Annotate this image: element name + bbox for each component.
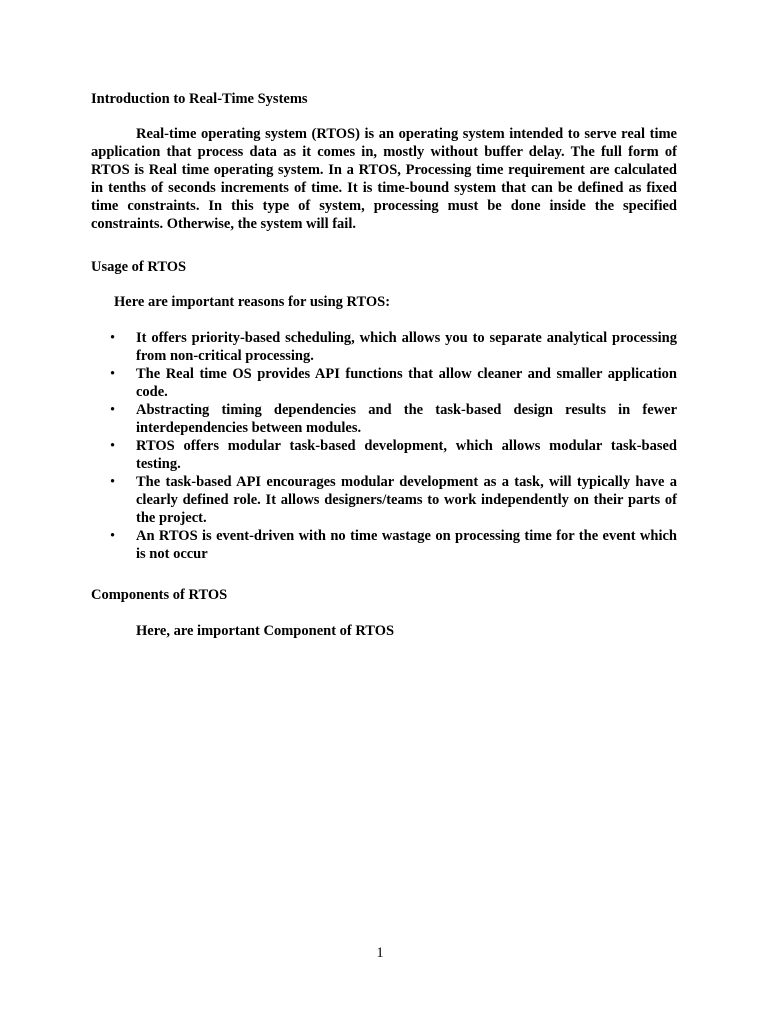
list-item [91, 365, 677, 401]
list-item [91, 473, 677, 527]
page-number: 1 [376, 945, 384, 961]
intro-heading: Introduction to Real-Time Systems [91, 91, 308, 107]
bullet-icon: • [110, 438, 116, 454]
usage-lead-text: Here are important reasons for using RTOS: [114, 294, 391, 310]
list-item-text: RTOS offers modular task-based development, which allows modular task-based testing. [136, 438, 677, 472]
list-item-text: The task-based API encourages modular development as a task, will typically have a clearly defined role. It allows designers/teams to work independently on their parts of the project. [136, 474, 677, 526]
list-item-text: The Real time OS provides API functions that allow cleaner and smaller application code. [136, 366, 677, 400]
list-item-text: Abstracting timing dependencies and the task-based design results in fewer interdependencies between modules. [136, 402, 677, 436]
list-item [91, 329, 677, 365]
list-item-text: It offers priority-based scheduling, which allows you to separate analytical processing from non-critical processing. [136, 330, 677, 364]
bullet-icon: • [110, 366, 116, 382]
bullet-icon: • [110, 330, 116, 346]
bullet-icon: • [110, 528, 116, 544]
intro-paragraph: Real-time operating system (RTOS) is an operating system intended to serve real time application that process data as it comes in, mostly without buffer delay. The full form of RTOS is Real time operating system. In a RTOS, Processing time requirement are calculated in tenths of seconds increments of time. It is time-bound system that can be defined as fixed time constraints. In this type of system, processing must be done inside the specified constraints. Otherwise, the system will fail. [91, 126, 677, 232]
list-item [91, 527, 677, 563]
list-item [91, 437, 677, 473]
usage-bullet-list [91, 329, 677, 563]
bullet-icon: • [110, 474, 116, 490]
bullet-icon: • [110, 402, 116, 418]
list-item-text: An RTOS is event-driven with no time wastage on processing time for the event which is not occur [136, 528, 677, 562]
components-lead-text: Here, are important Component of RTOS [136, 623, 395, 639]
list-item [91, 401, 677, 437]
usage-heading: Usage of RTOS [91, 259, 187, 275]
components-heading: Components of RTOS [91, 587, 228, 603]
